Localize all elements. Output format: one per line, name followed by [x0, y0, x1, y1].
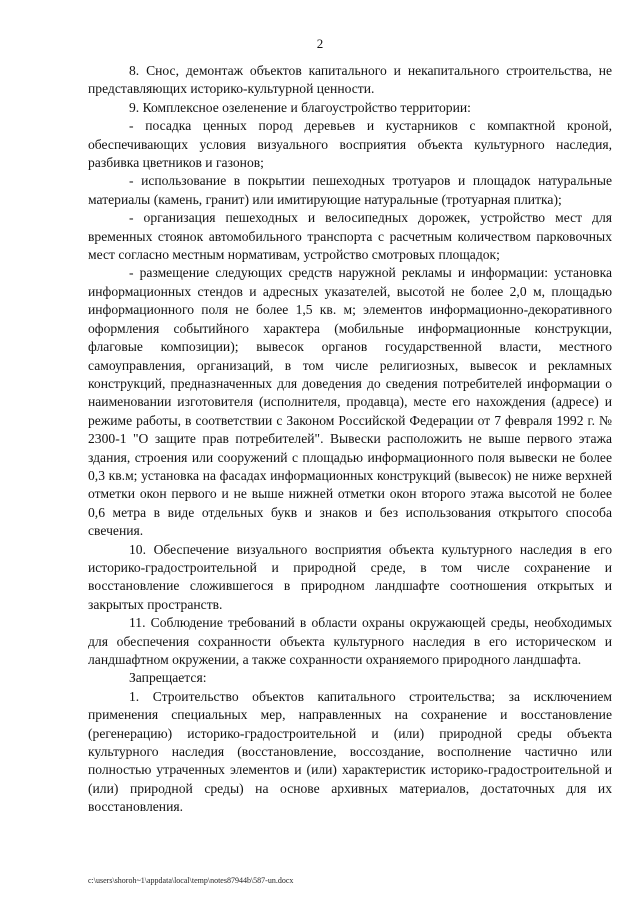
- document-body: [88, 62, 612, 817]
- footer-file-path: c:\users\shoroh~1\appdata\local\temp\notes87944b\587-un.docx: [88, 876, 294, 885]
- list-item-paths: - организация пешеходных и велосипедных дорожек, устройство мест для временных стоянок автомобильного транспорта с расчетным количеством парковочных мест согласно местным нормативам, устройство смотровых площадок;: [88, 210, 612, 263]
- paragraph-10: 10. Обеспечение визуального восприятия объекта культурного наследия в его историко-градостроительной и природной среде, в том числе сохранение и восстановление сложившегося в природном ландшафте соотношения открытых и закрытых пространств.: [88, 541, 612, 612]
- page-number: 2: [316, 36, 324, 51]
- paragraph-9: 9. Комплексное озеленение и благоустройство территории:: [129, 99, 471, 115]
- list-item-advertising: - размещение следующих средств наружной рекламы и информации: установка информационных стендов и адресных указателей, высотой не более 2,0 м, площадью информационного поля не более 1,5 кв. м; элементов информационно-декоративного оформления событийного характера (мобильные информационные конструкции, флаговые композиции); вывесок органов государственной власти, местного самоуправления, организаций, в том числе религиозных, вывесок и рекламных конструкций, предназначенных для доведения до сведения потребителей информации о наименовании изготовителя (исполнителя, продавца), месте его нахождения (адресе) и режиме работы, в соответствии с Законом Российской Федерации от 7 февраля 1992 г. № 2300-1 "О защите прав потребителей". Вывески расположить не выше первого этажа здания, строения или сооружений с площадью информационного поля вывески не более 0,3 кв.м; установка на фасадах информационных конструкций (вывесок) не ниже верхней отметки окон первого и не выше нижней отметки окон второго этажа высотой не более 0,6 метра в виде отдельных букв и знаков и без использования открытого способа свечения.: [88, 265, 612, 539]
- list-item-planting: - посадка ценных пород деревьев и кустарников с компактной кроной, обеспечивающих условия визуального восприятия объекта культурного наследия, разбивка цветников и газонов;: [88, 118, 612, 171]
- prohibited-heading: Запрещается:: [129, 670, 207, 686]
- list-item-paving: - использование в покрытии пешеходных тротуаров и площадок натуральные материалы (камень, гранит) или имитирующие натуральные (тротуарная плитка);: [88, 173, 612, 207]
- paragraph-8: 8. Снос, демонтаж объектов капитального и некапитального строительства, не представляющих историко-культурной ценности.: [88, 63, 612, 97]
- prohibited-item-1: 1. Строительство объектов капитального строительства; за исключением применения специальных мер, направленных на сохранение и восстановление (регенерацию) историко-градостроительной и (или) природной среды объекта культурного наследия (восстановление, воссоздание, восполнение частично или полностью утраченных элементов и (или) характеристик историко-градостроительной и (или) природной среды) на основе архивных материалов, достаточных для их восстановления.: [88, 688, 612, 815]
- paragraph-11: 11. Соблюдение требований в области охраны окружающей среды, необходимых для обеспечения сохранности объекта культурного наследия в его историческом и ландшафтном окружении, а также сохранности охраняемого природного ландшафта.: [88, 615, 612, 667]
